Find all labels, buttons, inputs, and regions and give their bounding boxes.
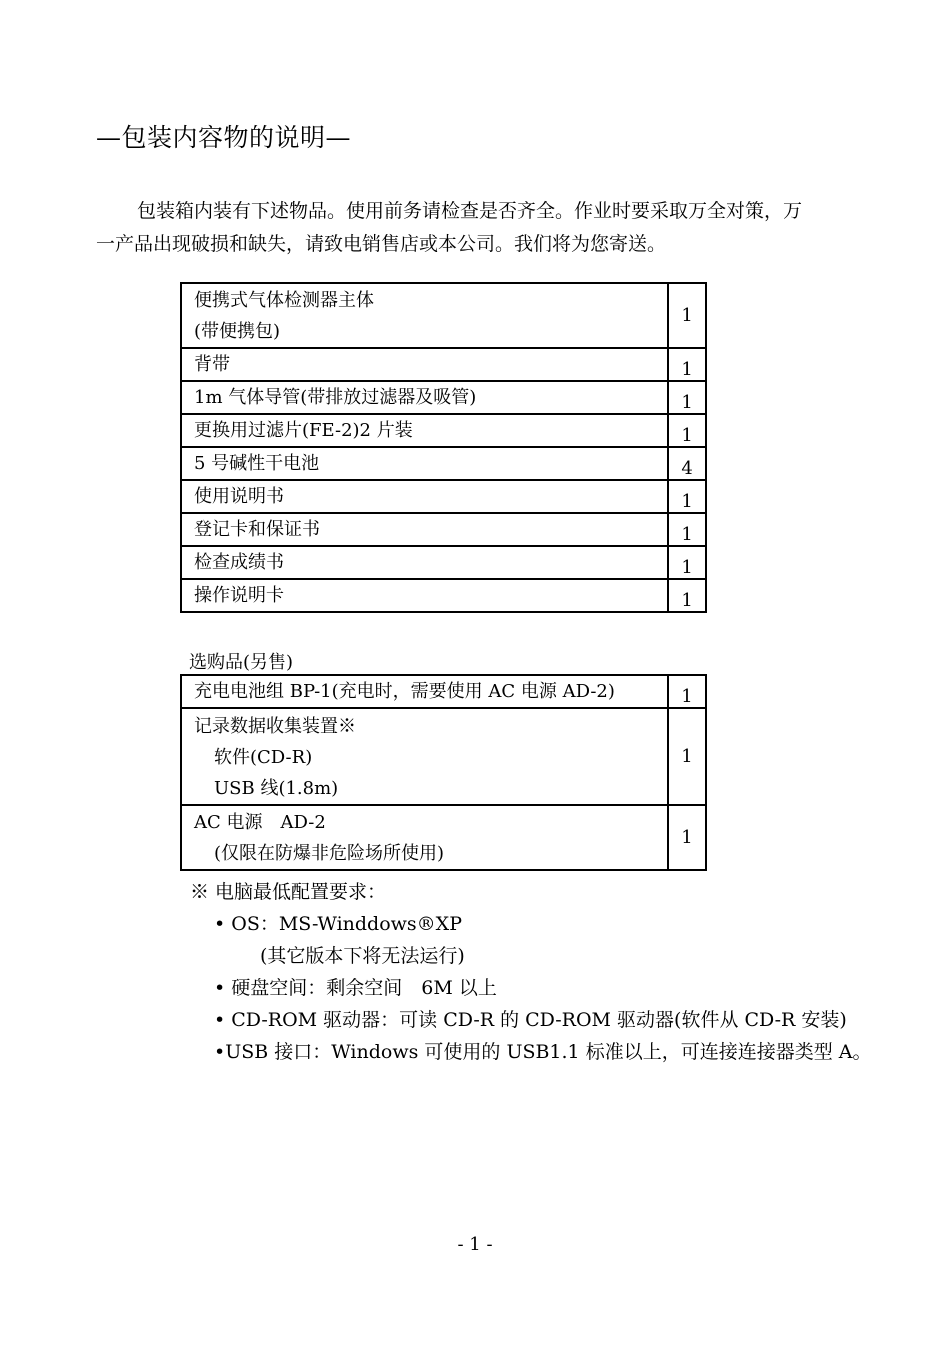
item-name-line: 背带 bbox=[194, 354, 230, 375]
item-name bbox=[181, 283, 668, 348]
requirement-item: • 硬盘空间：剩余空间 6M 以上 bbox=[214, 977, 497, 999]
item-name bbox=[181, 805, 668, 870]
item-qty: 1 bbox=[668, 348, 706, 381]
requirement-item: •USB 接口：Windows 可使用的 USB1.1 标准以上，可连接连接器类型 A。 bbox=[214, 1041, 872, 1063]
table-row bbox=[181, 283, 706, 348]
table-row bbox=[181, 675, 706, 708]
table-row bbox=[181, 414, 706, 447]
item-name-line: 更换用过滤片(FE-2)2 片装 bbox=[194, 420, 413, 441]
item-name bbox=[181, 447, 668, 480]
item-name-line: 登记卡和保证书 bbox=[194, 519, 320, 540]
requirements-heading: ※ 电脑最低配置要求： bbox=[190, 881, 387, 903]
item-name bbox=[181, 348, 668, 381]
item-name-line: 记录数据收集装置※ bbox=[194, 716, 356, 737]
item-name-line: 5 号碱性干电池 bbox=[194, 453, 320, 474]
item-name-line: (带便携包) bbox=[194, 321, 281, 342]
item-name-line: 1m 气体导管(带排放过滤器及吸管) bbox=[194, 387, 477, 408]
item-name bbox=[181, 480, 668, 513]
item-qty: 1 bbox=[668, 805, 706, 870]
optional-label: 选购品(另售) bbox=[189, 652, 294, 673]
optional-table bbox=[180, 674, 707, 871]
item-name bbox=[181, 546, 668, 579]
item-name bbox=[181, 513, 668, 546]
item-qty: 1 bbox=[668, 675, 706, 708]
intro-line-2: 一产品出现破损和缺失，请致电销售店或本公司。我们将为您寄送。 bbox=[96, 233, 667, 255]
item-name-line: 检查成绩书 bbox=[194, 552, 284, 573]
table-row bbox=[181, 447, 706, 480]
table-row bbox=[181, 805, 706, 870]
item-name-line: 充电电池组 BP-1(充电时，需要使用 AC 电源 AD-2) bbox=[194, 681, 615, 702]
item-qty: 1 bbox=[668, 414, 706, 447]
item-name-line: USB 线(1.8m) bbox=[214, 778, 339, 799]
item-qty: 1 bbox=[668, 513, 706, 546]
table-row bbox=[181, 546, 706, 579]
item-name-line: AC 电源 AD-2 bbox=[194, 812, 326, 833]
requirement-item: • CD-ROM 驱动器：可读 CD-R 的 CD-ROM 驱动器(软件从 CD-R 安装) bbox=[214, 1009, 847, 1031]
item-name-line: 便携式气体检测器主体 bbox=[194, 290, 374, 311]
item-name bbox=[181, 414, 668, 447]
item-name bbox=[181, 675, 668, 708]
item-qty: 1 bbox=[668, 579, 706, 612]
table-row bbox=[181, 579, 706, 612]
item-qty: 1 bbox=[668, 480, 706, 513]
item-name bbox=[181, 579, 668, 612]
page-title: —包装内容物的说明— bbox=[96, 123, 352, 152]
intro-paragraph bbox=[96, 195, 866, 261]
table-row bbox=[181, 708, 706, 805]
table-row bbox=[181, 348, 706, 381]
item-qty: 4 bbox=[668, 447, 706, 480]
table-row bbox=[181, 480, 706, 513]
requirement-item: (其它版本下将无法运行) bbox=[260, 945, 465, 967]
page-number: - 1 - bbox=[457, 1234, 493, 1255]
item-qty: 1 bbox=[668, 381, 706, 414]
table-row bbox=[181, 513, 706, 546]
table-row bbox=[181, 381, 706, 414]
item-name bbox=[181, 381, 668, 414]
item-qty: 1 bbox=[668, 546, 706, 579]
intro-line-1: 包装箱内装有下述物品。使用前务请检查是否齐全。作业时要采取万全对策，万 bbox=[137, 200, 803, 222]
item-name-line: 软件(CD-R) bbox=[214, 747, 313, 768]
item-name-line: 使用说明书 bbox=[194, 486, 284, 507]
item-name-line: (仅限在防爆非危险场所使用) bbox=[214, 843, 445, 864]
item-qty: 1 bbox=[668, 708, 706, 805]
item-name bbox=[181, 708, 668, 805]
item-name-line: 操作说明卡 bbox=[194, 585, 284, 606]
contents-table bbox=[180, 282, 707, 613]
item-qty: 1 bbox=[668, 283, 706, 348]
requirement-item: • OS：MS-Winddows®XP bbox=[214, 913, 462, 935]
pc-requirements bbox=[190, 876, 871, 1068]
